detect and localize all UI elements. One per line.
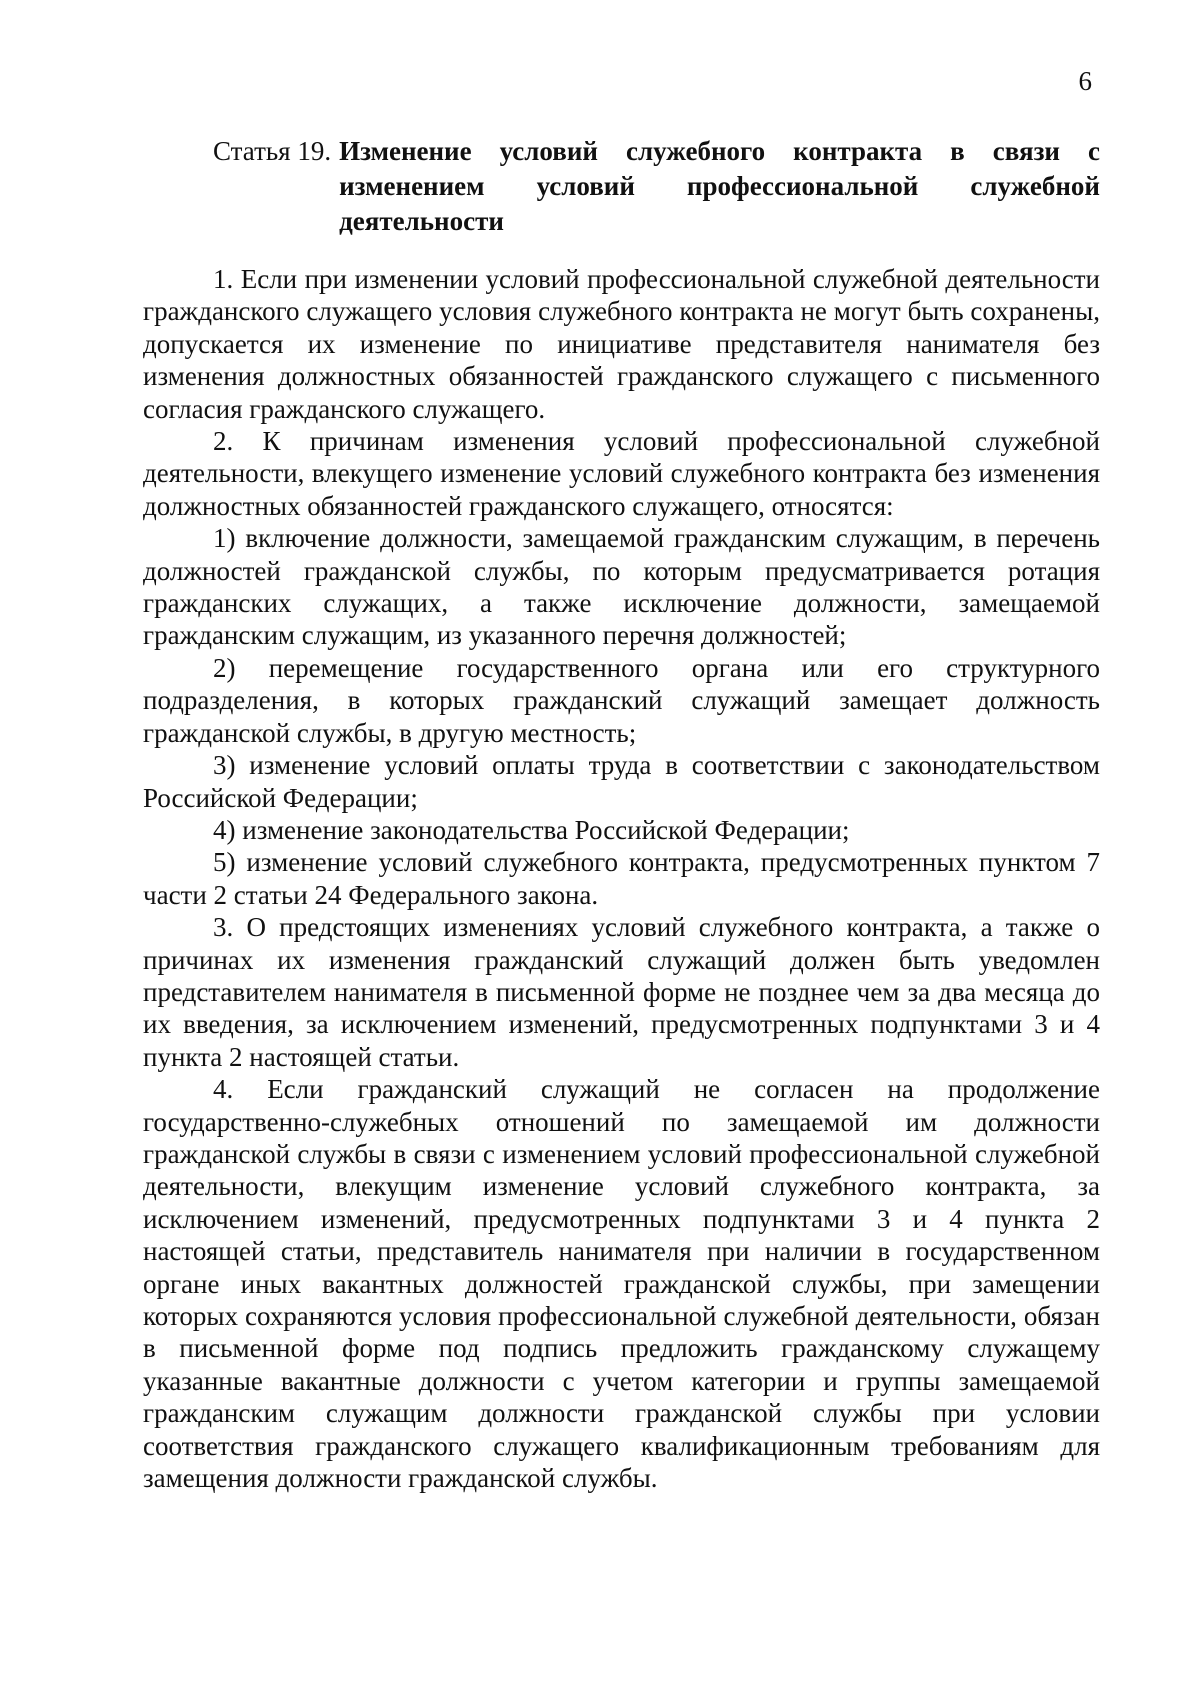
paragraph-3: 3. О предстоящих изменениях условий служебного контракта, а также о причинах их изменения гражданский служащий должен быть уведомлен представителем нанимателя в письменной форме не позднее чем за два месяца до их введения, за исключением изменений, предусмотренных подпунктами 3 и 4 пункта 2 настоящей статьи.: [143, 912, 1100, 1072]
page-number: 6: [1078, 66, 1092, 96]
subitem-5: 5) изменение условий служебного контракта, предусмотренных пунктом 7 части 2 статьи 24 Федерального закона.: [143, 847, 1100, 910]
subitem-2: 2) перемещение государственного органа или его структурного подразделения, в которых гражданский служащий замещает должность гражданской службы, в другую местность;: [143, 652, 1100, 748]
subitem-4: 4) изменение законодательства Российской Федерации;: [213, 814, 850, 845]
subitem-3: 3) изменение условий оплаты труда в соответствии с законодательством Российской Федерации;: [143, 750, 1100, 813]
article-title: Изменение условий служебного контракта в связи с изменением условий профессиональной служебной деятельности: [339, 136, 1100, 236]
article-body: [143, 263, 1100, 1494]
subitem-1: 1) включение должности, замещаемой гражданским служащим, в перечень должностей гражданской службы, по которым предусматривается ротация гражданских служащих, а также исключение должности, замещаемой гражданским служащим, из указанного перечня должностей;: [143, 523, 1100, 651]
paragraph-2: 2. К причинам изменения условий профессиональной служебной деятельности, влекущего изменение условий служебного контракта без изменения должностных обязанностей гражданского служащего, относятся:: [143, 426, 1100, 521]
article-heading: [213, 134, 1100, 239]
article-number: Статья 19.: [213, 136, 332, 166]
paragraph-4: 4. Если гражданский служащий не согласен на продолжение государственно-служебных отношений по замещаемой им должности гражданской службы в связи с изменением условий профессиональной служебной деятельности, влекущим изменение условий служебного контракта, за исключением изменений, предусмотренных подпунктами 3 и 4 пункта 2 настоящей статьи, представитель нанимателя при наличии в государственном органе иных вакантных должностей гражданской службы, при замещении которых сохраняются условия профессиональной служебной деятельности, обязан в письменной форме под подпись предложить гражданскому служащему указанные вакантные должности с учетом категории и группы замещаемой гражданским служащим должности гражданской службы при условии соответствия гражданского служащего квалификационным требованиям для замещения должности гражданской службы.: [143, 1074, 1100, 1494]
paragraph-1: 1. Если при изменении условий профессиональной служебной деятельности гражданского служащего условия служебного контракта не могут быть сохранены, допускается их изменение по инициативе представителя нанимателя без изменения должностных обязанностей гражданского служащего с письменного согласия гражданского служащего.: [143, 264, 1100, 424]
